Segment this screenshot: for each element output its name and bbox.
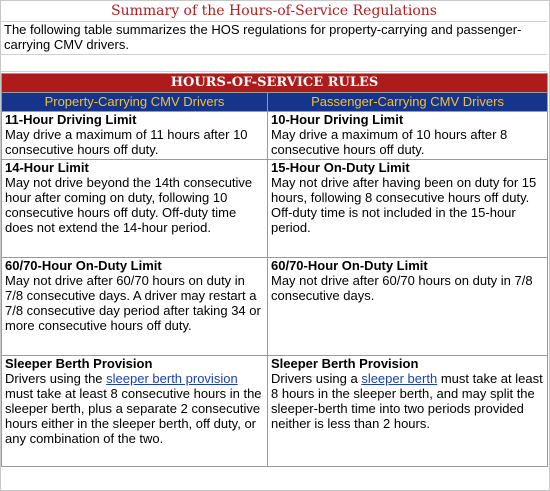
table-header: HOURS-OF-SERVICE RULES (2, 74, 548, 93)
table-row (2, 112, 548, 160)
rule-title: 60/70-Hour On-Duty Limit (271, 258, 428, 273)
cell-passenger (268, 112, 548, 160)
rule-title: Sleeper Berth Provision (5, 356, 153, 371)
table-row (2, 258, 548, 356)
rule-title: 10-Hour Driving Limit (271, 112, 404, 127)
spacer-row (1, 54, 547, 72)
cell-property (2, 160, 268, 258)
rule-text: May not drive after 60/70 hours on duty in 7/8 consecutive days. A driver may restart a 7/8 consecutive day period after taking 34 or more consecutive hours off duty. (5, 273, 261, 333)
rule-text-before: Drivers using the (5, 371, 107, 386)
rule-text-before: Drivers using a (271, 371, 362, 386)
column-header-row (2, 93, 548, 112)
rule-text (271, 371, 544, 431)
cell-passenger (268, 356, 548, 467)
rule-text: May drive a maximum of 11 hours after 10 consecutive hours off duty. (5, 127, 248, 157)
table-row (2, 356, 548, 467)
cell-passenger (268, 258, 548, 356)
sleeper-berth-provision-link[interactable]: sleeper berth provision (106, 371, 238, 386)
rule-text: May not drive after having been on duty for 15 hours, following 8 consecutive hours off duty. Off-duty time is not included in the 15-hour period. (271, 175, 537, 235)
rule-title: 15-Hour On-Duty Limit (271, 160, 410, 175)
sleeper-berth-link[interactable]: sleeper berth (361, 371, 438, 386)
rule-title: Sleeper Berth Provision (271, 356, 419, 371)
cell-property (2, 356, 268, 467)
cell-property (2, 112, 268, 160)
hos-rules-table (1, 73, 548, 467)
rule-text: May not drive beyond the 14th consecutive hour after coming on duty, following 10 consecutive hours off duty. Off-duty time does not extend the 14-hour period. (5, 175, 253, 235)
intro-text: The following table summarizes the HOS regulations for property-carrying and passenger-carrying CMV drivers. (4, 22, 522, 52)
rule-text (5, 371, 264, 446)
table-row (2, 160, 548, 258)
col-header-passenger: Passenger-Carrying CMV Drivers (268, 93, 548, 112)
rule-text-after: must take at least 8 consecutive hours in the sleeper berth, plus a separate 2 consecutive hours either in the sleeper berth, off duty, or any combination of the two. (5, 386, 262, 446)
rule-text: May drive a maximum of 10 hours after 8 consecutive hours off duty. (271, 127, 508, 157)
col-header-property: Property-Carrying CMV Drivers (2, 93, 268, 112)
rule-text-after: must take at least 8 hours in the sleeper berth, and may split the sleeper-berth time into two periods provided neither is less than 2 hours. (271, 371, 543, 431)
rule-text: May not drive after 60/70 hours on duty in 7/8 consecutive days. (271, 273, 533, 303)
summary-title: Summary of the Hours-of-Service Regulations (1, 1, 547, 22)
rule-title: 60/70-Hour On-Duty Limit (5, 258, 162, 273)
cell-passenger (268, 160, 548, 258)
rule-title: 11-Hour Driving Limit (5, 112, 137, 127)
cell-property (2, 258, 268, 356)
rule-title: 14-Hour Limit (5, 160, 89, 175)
table-header-row (2, 74, 548, 93)
